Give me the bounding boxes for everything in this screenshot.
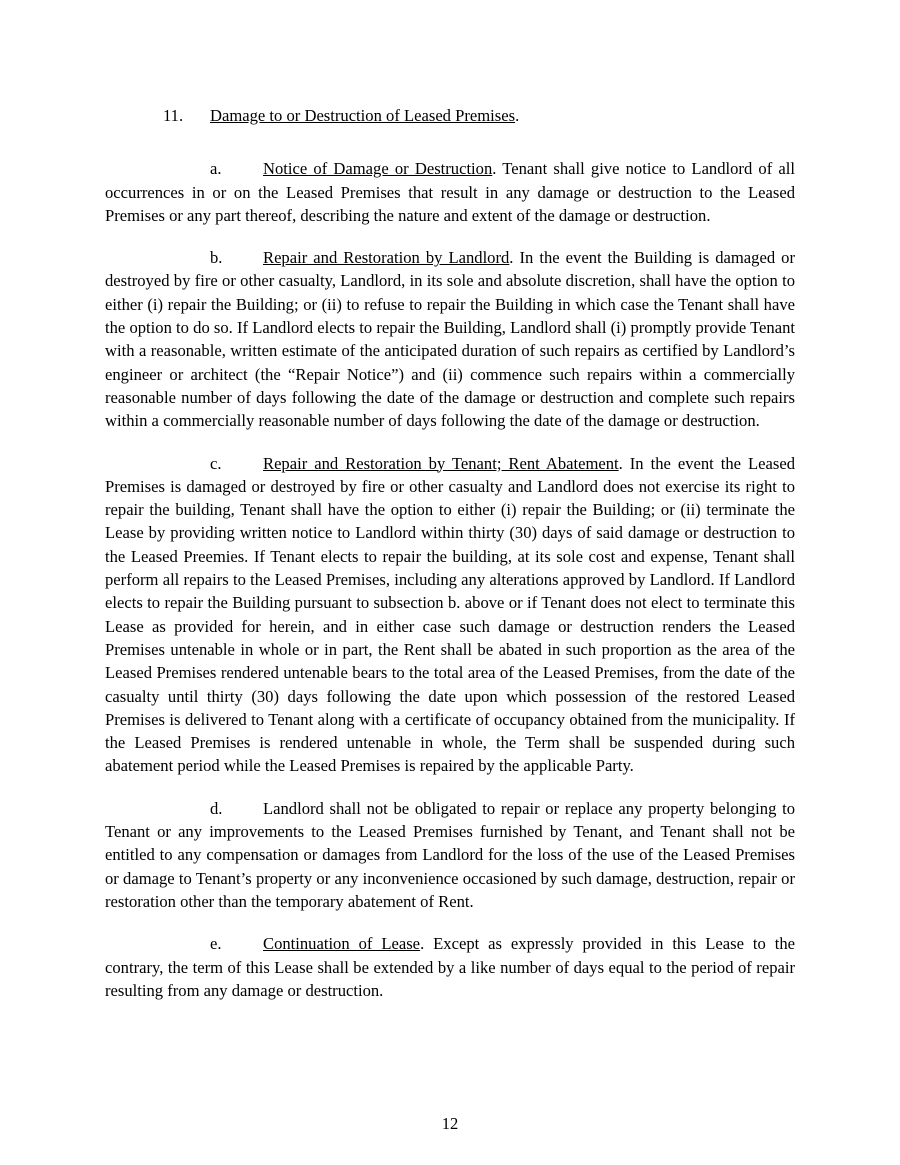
subsection-c-label: c.: [210, 453, 222, 473]
subsection-a-separator: .: [492, 159, 503, 179]
subsection-d-body: Landlord shall not be obligated to repair or replace any property belonging to Tenant or any improvements to the Leased Premises furnished by Tenant, and Tenant shall not be entitled to any compensation or damages from Landlord for the loss of the use of the Leased Premises or damage to Tenant’s property or any inconvenience occasioned by such damage, destruction, repair or restoration other than the temporary abatement of Rent.: [105, 798, 795, 911]
section-number: 11.: [163, 106, 184, 125]
section-heading: [105, 104, 795, 127]
subsection-b-separator: .: [509, 248, 520, 268]
subsection-c-title: Repair and Restoration by Tenant; Rent Abatement: [263, 453, 619, 473]
subsection-a: [105, 157, 795, 227]
subsection-a-title: Notice of Damage or Destruction: [263, 159, 493, 179]
subsection-d: [105, 797, 795, 913]
page-number: 12: [441, 1114, 459, 1133]
subsection-d-label: d.: [210, 798, 223, 818]
subsection-e-title: Continuation of Lease: [263, 934, 421, 954]
subsection-e-separator: .: [420, 934, 434, 954]
section-title-period: .: [515, 106, 520, 125]
subsection-c-body: In the event the Leased Premises is damaged or destroyed by fire or other casualty and Landlord does not exercise its right to repair the building, Tenant shall have the option to either (i) repair the Building; or (ii) terminate the Lease by providing written notice to Landlord within thirty (30) days of said damage or destruction to the Leased Preemies. If Tenant elects to repair the building, at its sole cost and expense, Tenant shall perform all repairs to the Leased Premises, including any alterations approved by Landlord. If Landlord elects to repair the Building pursuant to subsection b. above or if Tenant does not elect to terminate this Lease as provided for herein, and in either case such damage or destruction renders the Leased Premises untenable in whole or in part, the Rent shall be abated in such proportion as the area of the Leased Premises rendered untenable bears to the total area of the Leased Premises, from the date of the casualty until thirty (30) days following the date upon which possession of the restored Leased Premises is delivered to Tenant along with a certificate of occupancy obtained from the municipality. If the Leased Premises is rendered untenable in whole, the Term shall be suspended during such abatement period while the Leased Premises is repaired by the applicable Party.: [105, 453, 796, 776]
subsection-c-separator: .: [618, 453, 630, 473]
subsection-e-body: Except as expressly provided in this Lease to the contrary, the term of this Lease shall be extended by a like number of days equal to the period of repair resulting from any damage or destruction.: [105, 934, 795, 1000]
section-title: Damage to or Destruction of Leased Premises: [210, 106, 516, 125]
subsection-b: [105, 246, 795, 432]
subsection-b-label: b.: [210, 248, 223, 268]
subsection-e: [105, 932, 795, 1002]
subsection-a-body: Tenant shall give notice to Landlord of all occurrences in or on the Leased Premises that result in any damage or destruction to the Leased Premises or any part thereof, describing the nature and extent of the damage or destruction.: [105, 159, 796, 225]
subsection-a-label: a.: [210, 159, 222, 179]
subsection-c: [105, 452, 795, 778]
subsection-e-label: e.: [210, 934, 222, 954]
subsection-b-title: Repair and Restoration by Landlord: [263, 248, 510, 268]
subsection-b-body: In the event the Building is damaged or destroyed by fire or other casualty, Landlord, in its sole and absolute discretion, shall have the option to either (i) repair the Building; or (ii) to refuse to repair the Building in which case the Tenant shall have the option to do so. If Landlord elects to repair the Building, Landlord shall (i) promptly provide Tenant with a reasonable, written estimate of the anticipated duration of such repairs as certified by Landlord’s engineer or architect (the “Repair Notice”) and (ii) commence such repairs within a commercially reasonable number of days following the date of the damage or destruction and complete such repairs within a commercially reasonable number of days following the date of the damage or destruction.: [105, 248, 795, 431]
